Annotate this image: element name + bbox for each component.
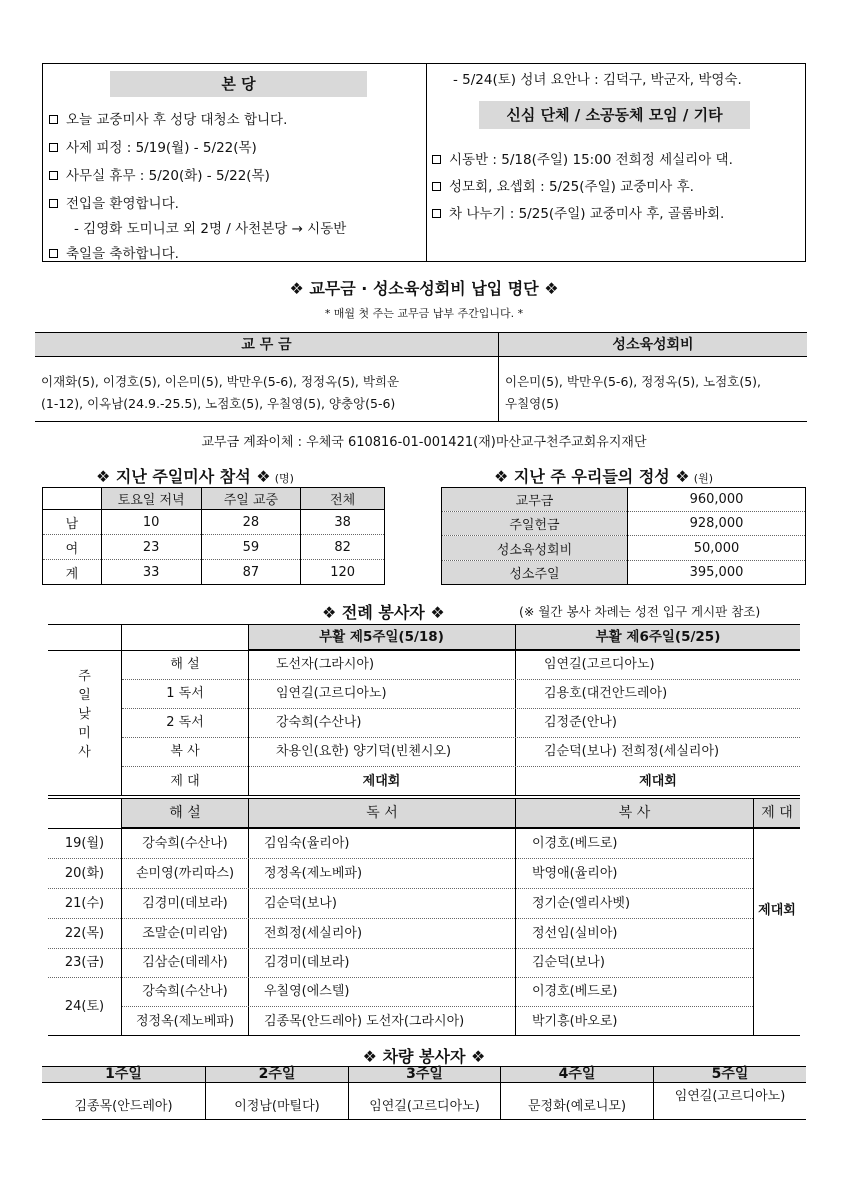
vehicle-table (42, 1066, 806, 1120)
week1-header: 부활 제5주일(5/18) (319, 629, 444, 645)
groups-title: 신심 단체 / 소공동체 모임 / 기타 (479, 101, 750, 129)
checkbox-icon (49, 171, 58, 180)
attendance-header-sat: 토요일 저녁 (101, 488, 201, 510)
vehicle-week: 5주일 (711, 1066, 749, 1082)
sunday-mass-label: 주 일 낮 미 사 (78, 669, 91, 760)
account-info: 교무금 계좌이체 : 우체국 610816-01-001421(재)마산교구천주교회유지재단 (201, 435, 647, 450)
vehicle-title: ❖ 차량 봉사자 ❖ (362, 1047, 486, 1066)
checkbox-icon (49, 249, 58, 258)
attendance-row: 남 10 28 38 (43, 510, 385, 535)
transfer-note: - 김영화 도미니코 외 2명 / 사천본당 → 시동반 (74, 221, 347, 237)
weekday-header-reading: 독 서 (366, 805, 398, 821)
weekday-header-altar: 제 대 (761, 805, 793, 821)
dues-col2-names: 이은미(5), 박만우(5-6), 정정옥(5), 노점호(5), 우칠영(5) (505, 374, 762, 411)
attendance-row: 여 23 59 82 (43, 535, 385, 560)
vehicle-week: 3주일 (406, 1066, 443, 1082)
attendance-title: ❖ 지난 주일미사 참석 ❖ (96, 467, 271, 486)
attendance-row: 계 33 87 120 (43, 560, 385, 585)
group-item-sidong: 시동반 : 5/18(주일) 15:00 전희정 세실리아 댁. (432, 148, 733, 168)
offering-unit: (원) (693, 472, 714, 485)
dues-title: ❖ 교무금 · 성소육성회비 납입 명단 ❖ (289, 279, 559, 298)
parish-item-office-closed: 사무실 휴무 : 5/20(화) - 5/22(목) (49, 164, 270, 184)
role-altar-server: 복 사 (170, 744, 200, 759)
parish-item-feast: 축일을 축하합니다. (49, 242, 179, 262)
week2-header: 부활 제6주일(5/25) (595, 629, 721, 645)
checkbox-icon (432, 209, 441, 218)
vehicle-name: 김종목(안드레아) (74, 1099, 173, 1114)
checkbox-icon (432, 155, 441, 164)
role-reading1: 1 독서 (166, 686, 204, 701)
vehicle-name: 임연길(고르디아노) (674, 1089, 786, 1104)
weekday-day: 22(목) (64, 926, 105, 941)
checkbox-icon (49, 115, 58, 124)
role-commentary: 해 설 (170, 657, 200, 672)
weekday-servers-table: 해 설 독 서 복 사 제 대 19(월) 20(화) 21(수) 22(목) 23(금) 24(토) 강숙희(수산나) 손미영(까리따스) 김경미(데보라) 조말순(미리암) 김삼순(데레사) 강숙희(수산나) 정정옥(제노베파) 김임숙(율리아) 정정옥(제노베파) 김순덕(보나) 전희정(세실리아) 김경미(데보라) 우칠영(에스텔) 김종목(안드레아) 도선자(그라시아) 이경호(베드로) 박영애(율리아) 정기순(엘리사벳) 정선임(실비아) 김순덕(보나) 이경호(베드로) 박기흥(바오로) 제대회 (48, 798, 800, 1036)
parish-item-welcome: 전입을 환영합니다. (49, 192, 179, 212)
liturgy-title: ❖ 전례 봉사자 ❖ (322, 603, 445, 622)
dues-table (35, 332, 807, 422)
attendance-table (42, 487, 385, 585)
weekday-day: 24(토) (64, 999, 105, 1014)
weekday-day: 19(월) (64, 836, 105, 851)
vehicle-name: 이정남(마틸다) (234, 1099, 320, 1114)
dues-col1-names: 이재화(5), 이경호(5), 이은미(5), 박만우(5-6), 정정옥(5), 박희운 (1-12), 이옥남(24.9.-25.5), 노점호(5), 우칠영(5), 양충앙(5-6) (41, 374, 400, 411)
role-reading2: 2 독서 (166, 715, 204, 730)
dues-col2-header: 성소육성회비 (612, 337, 694, 353)
weekday-day: 20(화) (64, 866, 105, 881)
attendance-header-sun: 주일 교중 (201, 488, 301, 510)
offering-row: 교무금 960,000 (442, 488, 806, 512)
group-item-tea: 차 나누기 : 5/25(주일) 교중미사 후, 골롬바회. (432, 202, 724, 222)
weekday-day: 21(수) (64, 896, 105, 911)
attendance-header-total: 전체 (301, 488, 385, 510)
parish-item-cleaning: 오늘 교중미사 후 성당 대청소 합니다. (49, 108, 287, 128)
vehicle-name: 문정화(예로니모) (527, 1099, 627, 1114)
checkbox-icon (49, 143, 58, 152)
vehicle-week: 1주일 (105, 1066, 142, 1082)
offering-heading (494, 464, 713, 487)
role-altar: 제 대 (170, 774, 200, 789)
feast-line: - 5/24(토) 성녀 요안나 : 김덕구, 박군자, 박영숙. (453, 72, 742, 88)
attendance-unit: (명) (274, 472, 294, 485)
group-item-mothers: 성모회, 요셉회 : 5/25(주일) 교중미사 후. (432, 175, 694, 195)
parish-news-title: 본 당 (110, 71, 367, 97)
dues-note: * 매월 첫 주는 교무금 납부 주간입니다. * (324, 307, 524, 320)
parish-item-retreat: 사제 피정 : 5/19(월) - 5/22(목) (49, 136, 257, 156)
weekday-header-server: 복 사 (618, 805, 651, 821)
vehicle-week: 2주일 (258, 1066, 296, 1082)
liturgy-note: (※ 월간 봉사 차례는 성전 입구 게시판 참조) (519, 604, 761, 619)
offering-row: 주일헌금 928,000 (442, 512, 806, 536)
offering-title: ❖ 지난 주 우리들의 정성 ❖ (494, 467, 690, 486)
attendance-heading (96, 464, 294, 487)
offering-row: 성소주일 395,000 (442, 561, 806, 585)
top-notice-box (42, 63, 806, 262)
checkbox-icon (432, 182, 441, 191)
sunday-servers-table: 부활 제5주일(5/18) 부활 제6주일(5/25) 주 일 낮 미 사 해 설 도선자(그라시아) 임연길(고르디아노) 1 독서 임연길(고르디아노) 김용호(대건안드레아) 2 독서 강숙희(수산나) 김정준(안나) 복 사 차용인(요한) 양기덕(빈첸시오) 김순덕(보나) 전희정(세실리아) 제 대 제대회 제대회 (48, 624, 800, 796)
vehicle-week: 4주일 (558, 1066, 596, 1082)
weekday-header-commentary: 해 설 (169, 805, 201, 821)
offering-row: 성소육성회비 50,000 (442, 536, 806, 561)
offering-table (441, 487, 806, 585)
dues-col1-header: 교 무 금 (241, 337, 292, 353)
weekday-day: 23(금) (64, 955, 105, 970)
altar-group: 제대회 (758, 903, 796, 918)
vehicle-name: 임연길(고르디아노) (369, 1099, 480, 1114)
checkbox-icon (49, 199, 58, 208)
